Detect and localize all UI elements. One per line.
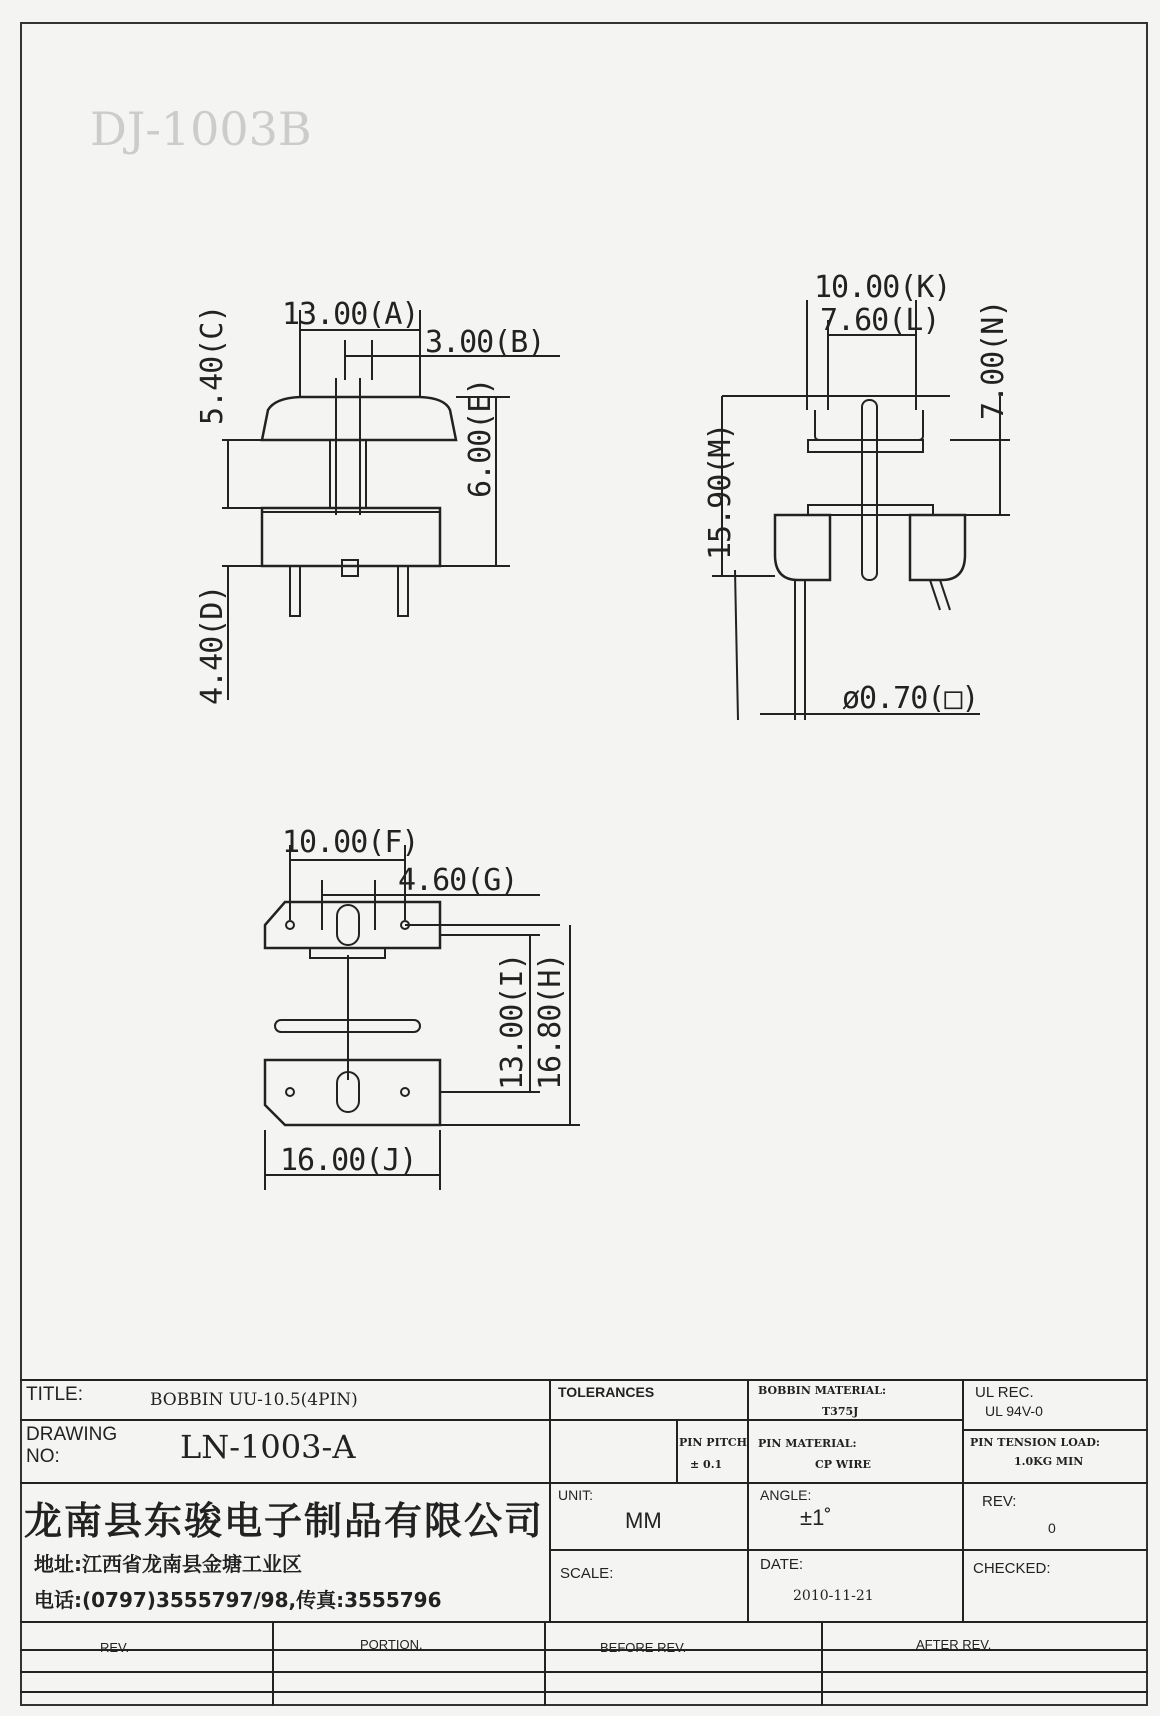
scale-label: SCALE: [560,1565,614,1582]
pin-tension-label: PIN TENSION LOAD: [970,1436,1100,1449]
angle-label: ANGLE: [760,1487,812,1503]
dim-k: 10.00(K) [814,270,951,305]
title-value: BOBBIN UU-10.5(4PIN) [150,1390,358,1410]
ul-rec-value: UL 94V-0 [985,1403,1043,1419]
front-view [222,310,560,700]
pin-material-value: CP WIRE [815,1458,871,1471]
dim-f: 10.00(F) [282,825,419,860]
dim-m: 15.90(M) [703,423,738,560]
company-phone: 电话:(0797)3555797/98,传真:3555796 [34,1588,442,1612]
dim-c: 5.40(C) [195,305,230,425]
drawing-no-value: LN-1003-A [180,1428,356,1466]
dim-e: 6.00(E) [463,378,498,498]
pin-pitch-value: ± 0.1 [690,1458,723,1471]
pin-tension-value: 1.0KG MIN [1014,1455,1084,1468]
dim-d: 4.40(D) [195,585,230,705]
before-rev-header: BEFORE REV. [600,1640,687,1655]
dim-g: 4.60(G) [398,863,518,898]
company-address: 地址:江西省龙南县金塘工业区 [34,1552,302,1576]
side-view [712,300,1010,720]
checked-label: CHECKED: [973,1560,1051,1577]
after-rev-header: AFTER REV. [916,1637,992,1652]
unit-label: UNIT: [558,1487,593,1503]
dim-h: 16.80(H) [533,953,568,1090]
company-name: 龙南县东骏电子制品有限公司 [24,1499,545,1543]
angle-value: ±1˚ [800,1505,832,1530]
date-value: 2010-11-21 [793,1588,874,1604]
rev-label: REV: [982,1493,1017,1510]
bobbin-material-label: BOBBIN MATERIAL: [758,1384,887,1397]
bobbin-material-value: T375J [822,1405,859,1418]
tolerances-label: TOLERANCES [558,1384,655,1400]
date-label: DATE: [760,1556,804,1573]
ghost-title: DJ-1003B [90,102,312,156]
drawing-no-label: DRAWING NO: [26,1424,118,1467]
pin-material-label: PIN MATERIAL: [758,1437,857,1450]
rev-header: REV. [100,1640,130,1655]
dim-n: 7.00(N) [976,300,1011,420]
dim-i: 13.00(I) [495,953,530,1090]
dim-j: 16.00(J) [280,1143,417,1178]
title-label: TITLE: [26,1384,84,1405]
pin-pitch-label: PIN PITCH [679,1436,748,1449]
unit-value: MM [625,1508,662,1533]
ul-rec-label: UL REC. [975,1384,1034,1401]
rev-value: 0 [1048,1520,1056,1536]
dim-l: 7.60(L) [820,303,940,338]
dim-b: 3.00(B) [425,325,545,360]
dim-a: 13.00(A) [282,297,419,332]
dim-pin-diameter: ø0.70(□) [842,681,979,716]
portion-header: PORTION. [360,1637,423,1652]
